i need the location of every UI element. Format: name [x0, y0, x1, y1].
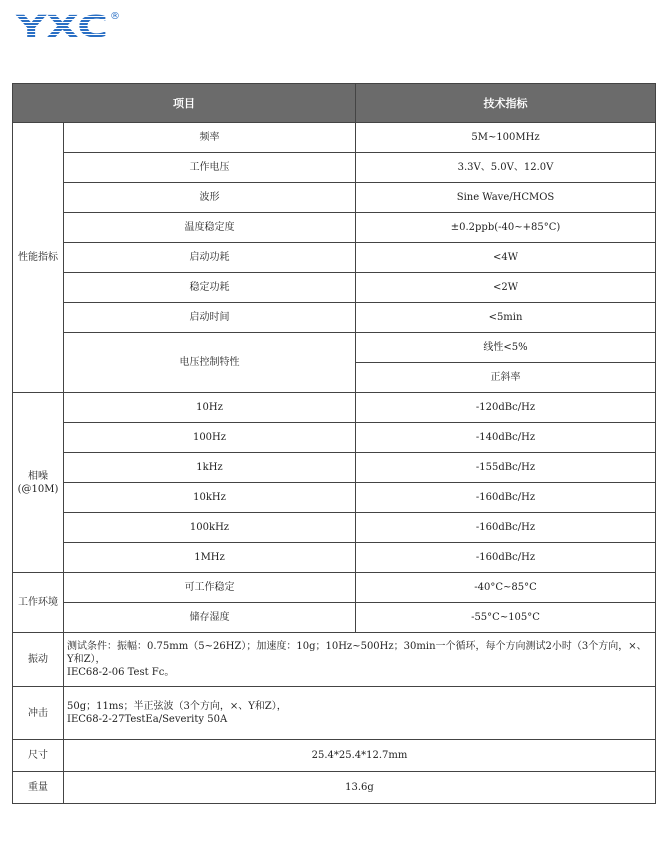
table-row — [13, 123, 656, 153]
row-name: 储存湿度 — [64, 603, 356, 633]
table-row — [13, 273, 656, 303]
phase-noise-label: 相噪 — [28, 470, 48, 482]
row-name: 稳定功耗 — [64, 273, 356, 303]
vibration-line-1: 测试条件：振幅：0.75mm（5~26HZ）；加速度：10g；10Hz~500Hz；30min一个循环，每个方向测试2小时（3个方向，×、Y和Z）， — [67, 641, 647, 665]
row-name: 100Hz — [64, 423, 356, 453]
table-row — [13, 393, 656, 423]
vibration-line-2: IEC68-2-06 Test Fc。 — [67, 667, 175, 678]
table-row — [13, 213, 656, 243]
yxc-logo — [14, 8, 124, 40]
row-name: 波形 — [64, 183, 356, 213]
row-value: 正斜率 — [356, 363, 656, 393]
table-row — [13, 603, 656, 633]
header-spec: 技术指标 — [356, 84, 656, 123]
table-row — [13, 423, 656, 453]
table-row — [13, 633, 656, 687]
row-value: -155dBc/Hz — [356, 453, 656, 483]
row-value: <4W — [356, 243, 656, 273]
logo-text: YXC — [14, 10, 108, 40]
row-value: -160dBc/Hz — [356, 483, 656, 513]
size-label: 尺寸 — [13, 740, 64, 772]
vibration-label: 振动 — [13, 633, 64, 687]
group-label-performance: 性能指标 — [13, 123, 64, 393]
row-value: -160dBc/Hz — [356, 543, 656, 573]
group-label-environment: 工作环境 — [13, 573, 64, 633]
header-item: 项目 — [13, 84, 356, 123]
vibration-spec — [64, 633, 656, 687]
row-name: 工作电压 — [64, 153, 356, 183]
row-name: 启动功耗 — [64, 243, 356, 273]
table-row — [13, 243, 656, 273]
logo-registered-mark: ® — [110, 11, 120, 22]
spec-table — [12, 83, 656, 804]
table-row — [13, 772, 656, 804]
row-name: 频率 — [64, 123, 356, 153]
table-row — [13, 153, 656, 183]
row-value: 线性<5% — [356, 333, 656, 363]
row-value: -55°C~105°C — [356, 603, 656, 633]
table-row — [13, 573, 656, 603]
row-name: 启动时间 — [64, 303, 356, 333]
row-value: 5M~100MHz — [356, 123, 656, 153]
row-value: <2W — [356, 273, 656, 303]
table-row — [13, 183, 656, 213]
shock-line-1: 50g；11ms；半正弦波（3个方向，×、Y和Z）， — [67, 701, 287, 712]
row-value: 3.3V、5.0V、12.0V — [356, 153, 656, 183]
row-value: -140dBc/Hz — [356, 423, 656, 453]
weight-value: 13.6g — [64, 772, 656, 804]
table-row — [13, 453, 656, 483]
row-name: 1kHz — [64, 453, 356, 483]
row-value: -120dBc/Hz — [356, 393, 656, 423]
row-value: <5min — [356, 303, 656, 333]
row-name: 电压控制特性 — [64, 333, 356, 393]
row-name: 10kHz — [64, 483, 356, 513]
table-row — [13, 687, 656, 740]
table-row — [13, 483, 656, 513]
group-label-phase-noise — [13, 393, 64, 573]
row-name: 可工作稳定 — [64, 573, 356, 603]
row-name: 100kHz — [64, 513, 356, 543]
table-header-row — [13, 84, 656, 123]
row-name: 1MHz — [64, 543, 356, 573]
phase-noise-label-sub: (@10M) — [17, 483, 59, 495]
size-value: 25.4*25.4*12.7mm — [64, 740, 656, 772]
row-value: -160dBc/Hz — [356, 513, 656, 543]
row-name: 10Hz — [64, 393, 356, 423]
row-value: Sine Wave/HCMOS — [356, 183, 656, 213]
table-row — [13, 513, 656, 543]
row-value: ±0.2ppb(-40~+85°C) — [356, 213, 656, 243]
shock-spec — [64, 687, 656, 740]
table-row — [13, 333, 656, 363]
table-row — [13, 303, 656, 333]
row-value: -40°C~85°C — [356, 573, 656, 603]
table-row — [13, 543, 656, 573]
shock-line-2: IEC68-2-27TestEa/Severity 50A — [67, 714, 228, 725]
table-row — [13, 740, 656, 772]
row-name: 温度稳定度 — [64, 213, 356, 243]
shock-label: 冲击 — [13, 687, 64, 740]
weight-label: 重量 — [13, 772, 64, 804]
